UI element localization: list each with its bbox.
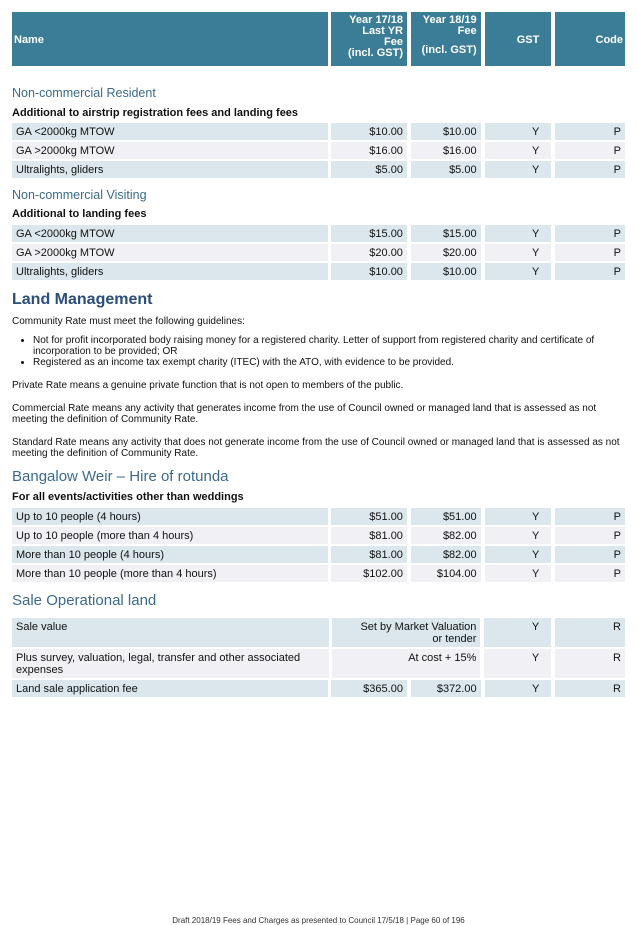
section-title-ncr: Non-commercial Resident [12,86,156,100]
table-header [12,12,625,66]
table-row: GA <2000kg MTOW $10.00 $10.00 Y P [12,123,625,140]
private-rate-text: Private Rate means a genuine private function that is not open to members of the public. [12,380,404,391]
land-intro: Community Rate must meet the following guidelines: [12,316,245,327]
table-row: More than 10 people (4 hours) $81.00 $82.00 Y P [12,546,625,563]
subtitle-ncv: Additional to landing fees [12,208,147,220]
table-row: Ultralights, gliders $5.00 $5.00 Y P [12,161,625,178]
subtitle-ncr: Additional to airstrip registration fees and landing fees [12,107,299,119]
table-row: More than 10 people (more than 4 hours) $102.00 $104.00 Y P [12,565,625,582]
table-row: GA >2000kg MTOW $16.00 $16.00 Y P [12,142,625,159]
standard-rate-text: Standard Rate means any activity that does not generate income from the use of Council owned or managed land that is assessed as not meeting the definition of Community Rate. [12,437,620,459]
section-title-sale: Sale Operational land [12,592,157,609]
subtitle-weir: For all events/activities other than weddings [12,491,244,503]
section-title-ncv: Non-commercial Visiting [12,188,147,202]
table-row: Land sale application fee $365.00 $372.00 Y R [12,680,625,697]
table-row: GA <2000kg MTOW $15.00 $15.00 Y P [12,225,625,242]
commercial-rate-text: Commercial Rate means any activity that generates income from the use of Council owned or managed land that is assessed as not meeting the definition of Community Rate. [12,403,597,425]
list-item: • Not for profit incorporated body raising money for a registered charity. Letter of support from registered charity and certificate of incorporation to be provided; OR [33,335,625,357]
table-row: Plus survey, valuation, legal, transfer and other associated expenses At cost + 15% Y R [12,649,625,678]
header-year-1819: Year 18/19 Fee (incl. GST) [411,12,481,66]
land-guidelines [12,335,625,368]
section-title-weir: Bangalow Weir – Hire of rotunda [12,468,229,485]
header-gst: GST [485,12,552,66]
section-title-land: Land Management [12,291,153,308]
page-footer: Draft 2018/19 Fees and Charges as presented to Council 17/5/18 | Page 60 of 196 [172,916,465,925]
list-item: • Registered as an income tax exempt charity (ITEC) with the ATO, with evidence to be provided. [33,357,625,368]
fees-page [12,12,625,699]
header-name: Name [12,12,328,66]
table-row: Sale value Set by Market Valuation or tender Y R [12,618,625,647]
table-row: Up to 10 people (4 hours) $51.00 $51.00 Y P [12,508,625,525]
table-row: Ultralights, gliders $10.00 $10.00 Y P [12,263,625,280]
table-row: GA >2000kg MTOW $20.00 $20.00 Y P [12,244,625,261]
header-code: Code [555,12,625,66]
table-row: Up to 10 people (more than 4 hours) $81.00 $82.00 Y P [12,527,625,544]
header-year-1718: Year 17/18 Last YR Fee (incl. GST) [331,12,407,66]
